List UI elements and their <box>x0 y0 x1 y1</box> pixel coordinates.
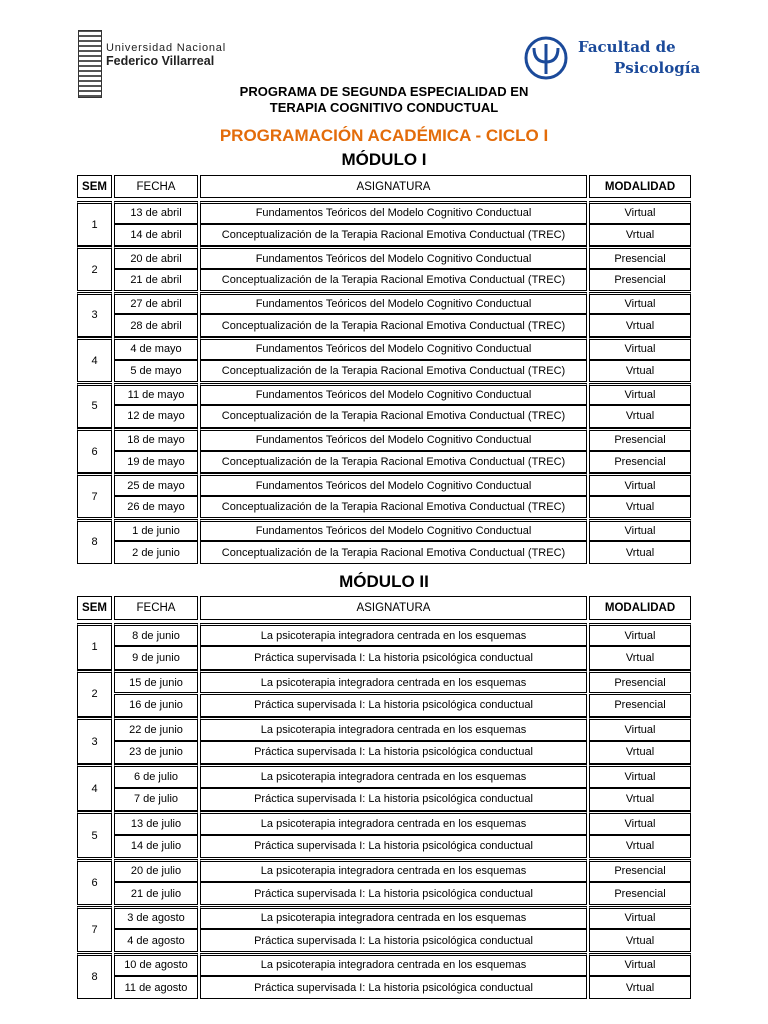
cycle-title: PROGRAMACIÓN ACADÉMICA - CICLO I <box>219 126 549 145</box>
cell-fecha: 13 de abril <box>114 201 198 224</box>
cell-asignatura: Conceptualización de la Terapia Racional Emotiva Conductual (TREC) <box>200 451 587 474</box>
cell-modalidad: Vrtual <box>589 541 691 564</box>
cell-fecha: 13 de julio <box>114 811 198 834</box>
cell-asignatura: Práctica supervisada I: La historia psicológica conductual <box>200 929 587 952</box>
cell-fecha: 4 de mayo <box>114 337 198 360</box>
cell-asignatura: Conceptualización de la Terapia Racional Emotiva Conductual (TREC) <box>200 314 587 337</box>
cell-modalidad: Vrtual <box>589 741 691 764</box>
cell-fecha: 7 de julio <box>114 788 198 811</box>
cell-modalidad: Virtual <box>589 906 691 929</box>
cell-fecha: 8 de junio <box>114 623 198 646</box>
module-title: MÓDULO II <box>339 572 429 591</box>
cell-fecha: 16 de junio <box>114 694 198 717</box>
cell-modalidad: Virtual <box>589 953 691 976</box>
cell-modalidad: Virtual <box>589 473 691 496</box>
cell-asignatura: Práctica supervisada I: La historia psicológica conductual <box>200 741 587 764</box>
column-header-modalidad: MODALIDAD <box>589 596 691 620</box>
cell-fecha: 27 de abril <box>114 292 198 315</box>
psi-emblem-icon <box>524 36 568 80</box>
university-name-line1: Universidad Nacional <box>106 42 226 54</box>
cell-modalidad: Vrtual <box>589 314 691 337</box>
cell-modalidad: Virtual <box>589 717 691 740</box>
cell-modalidad: Vrtual <box>589 788 691 811</box>
cell-fecha: 14 de abril <box>114 224 198 247</box>
cell-modalidad: Vrtual <box>589 360 691 383</box>
column-header-asignatura: ASIGNATURA <box>200 175 587 198</box>
cell-asignatura: La psicoterapia integradora centrada en los esquemas <box>200 859 587 882</box>
cell-modalidad: Presencial <box>589 670 691 693</box>
cell-fecha: 11 de mayo <box>114 383 198 406</box>
cell-fecha: 15 de junio <box>114 670 198 693</box>
faculty-name-line2: Psicología <box>614 59 701 77</box>
cell-asignatura: Práctica supervisada I: La historia psicológica conductual <box>200 788 587 811</box>
week-number: 8 <box>77 519 112 564</box>
cell-asignatura: La psicoterapia integradora centrada en los esquemas <box>200 670 587 693</box>
week-number: 5 <box>77 383 112 428</box>
cell-modalidad: Virtual <box>589 623 691 646</box>
cell-modalidad: Presencial <box>589 451 691 474</box>
column-header-fecha: FECHA <box>114 596 198 620</box>
cell-asignatura: Conceptualización de la Terapia Racional Emotiva Conductual (TREC) <box>200 224 587 247</box>
cell-modalidad: Presencial <box>589 428 691 451</box>
week-number: 6 <box>77 859 112 906</box>
cell-asignatura: La psicoterapia integradora centrada en los esquemas <box>200 717 587 740</box>
cell-fecha: 19 de mayo <box>114 451 198 474</box>
week-number: 8 <box>77 953 112 1000</box>
cell-modalidad: Vrtual <box>589 405 691 428</box>
column-header-sem: SEM <box>77 596 112 620</box>
cell-fecha: 6 de julio <box>114 764 198 787</box>
cell-asignatura: Fundamentos Teóricos del Modelo Cognitivo Conductual <box>200 383 587 406</box>
cell-asignatura: Conceptualización de la Terapia Racional Emotiva Conductual (TREC) <box>200 405 587 428</box>
program-title-line2: TERAPIA COGNITIVO CONDUCTUAL <box>269 100 499 115</box>
cell-modalidad: Vrtual <box>589 929 691 952</box>
university-name-line2: Federico Villarreal <box>106 54 215 68</box>
week-number: 1 <box>77 201 112 246</box>
cell-asignatura: Fundamentos Teóricos del Modelo Cognitivo Conductual <box>200 337 587 360</box>
cell-asignatura: La psicoterapia integradora centrada en los esquemas <box>200 764 587 787</box>
cell-modalidad: Presencial <box>589 269 691 292</box>
cell-fecha: 18 de mayo <box>114 428 198 451</box>
cell-asignatura: Fundamentos Teóricos del Modelo Cognitivo Conductual <box>200 201 587 224</box>
cell-fecha: 21 de abril <box>114 269 198 292</box>
week-number: 6 <box>77 428 112 473</box>
week-number: 7 <box>77 906 112 953</box>
week-number: 1 <box>77 623 112 670</box>
cell-asignatura: Fundamentos Teóricos del Modelo Cognitivo Conductual <box>200 519 587 542</box>
cell-asignatura: Fundamentos Teóricos del Modelo Cognitivo Conductual <box>200 473 587 496</box>
cell-asignatura: Práctica supervisada I: La historia psicológica conductual <box>200 882 587 905</box>
week-number: 4 <box>77 337 112 382</box>
cell-asignatura: Conceptualización de la Terapia Racional Emotiva Conductual (TREC) <box>200 269 587 292</box>
cell-modalidad: Vrtual <box>589 646 691 669</box>
cell-fecha: 5 de mayo <box>114 360 198 383</box>
cell-fecha: 28 de abril <box>114 314 198 337</box>
week-number: 5 <box>77 811 112 858</box>
cell-asignatura: La psicoterapia integradora centrada en los esquemas <box>200 953 587 976</box>
cell-fecha: 9 de junio <box>114 646 198 669</box>
cell-asignatura: La psicoterapia integradora centrada en los esquemas <box>200 811 587 834</box>
week-number: 2 <box>77 246 112 291</box>
cell-modalidad: Virtual <box>589 764 691 787</box>
cell-fecha: 22 de junio <box>114 717 198 740</box>
cell-modalidad: Presencial <box>589 882 691 905</box>
cell-asignatura: Fundamentos Teóricos del Modelo Cognitivo Conductual <box>200 428 587 451</box>
cell-asignatura: Práctica supervisada I: La historia psicológica conductual <box>200 646 587 669</box>
week-number: 2 <box>77 670 112 717</box>
cell-modalidad: Presencial <box>589 246 691 269</box>
cell-fecha: 1 de junio <box>114 519 198 542</box>
cell-fecha: 10 de agosto <box>114 953 198 976</box>
faculty-name-line1: Facultad de <box>578 38 676 56</box>
cell-fecha: 12 de mayo <box>114 405 198 428</box>
cell-asignatura: Práctica supervisada I: La historia psicológica conductual <box>200 976 587 999</box>
cell-fecha: 4 de agosto <box>114 929 198 952</box>
week-number: 4 <box>77 764 112 811</box>
cell-modalidad: Virtual <box>589 519 691 542</box>
cell-asignatura: Práctica supervisada I: La historia psicológica conductual <box>200 835 587 858</box>
cell-asignatura: Conceptualización de la Terapia Racional Emotiva Conductual (TREC) <box>200 360 587 383</box>
cell-modalidad: Virtual <box>589 811 691 834</box>
week-number: 7 <box>77 473 112 518</box>
column-header-fecha: FECHA <box>114 175 198 198</box>
cell-asignatura: La psicoterapia integradora centrada en los esquemas <box>200 623 587 646</box>
cell-modalidad: Virtual <box>589 292 691 315</box>
cell-fecha: 26 de mayo <box>114 496 198 519</box>
cell-fecha: 23 de junio <box>114 741 198 764</box>
cell-modalidad: Vrtual <box>589 224 691 247</box>
cell-asignatura: Conceptualización de la Terapia Racional Emotiva Conductual (TREC) <box>200 541 587 564</box>
module-title: MÓDULO I <box>341 150 427 169</box>
cell-fecha: 11 de agosto <box>114 976 198 999</box>
cell-modalidad: Virtual <box>589 383 691 406</box>
cell-modalidad: Vrtual <box>589 496 691 519</box>
week-number: 3 <box>77 292 112 337</box>
cell-asignatura: La psicoterapia integradora centrada en los esquemas <box>200 906 587 929</box>
cell-asignatura: Fundamentos Teóricos del Modelo Cognitivo Conductual <box>200 246 587 269</box>
cell-modalidad: Vrtual <box>589 976 691 999</box>
column-header-sem: SEM <box>77 175 112 198</box>
cell-asignatura: Práctica supervisada I: La historia psicológica conductual <box>200 694 587 717</box>
cell-asignatura: Conceptualización de la Terapia Racional Emotiva Conductual (TREC) <box>200 496 587 519</box>
cell-modalidad: Virtual <box>589 201 691 224</box>
cell-modalidad: Presencial <box>589 694 691 717</box>
cell-modalidad: Virtual <box>589 337 691 360</box>
cell-fecha: 3 de agosto <box>114 906 198 929</box>
column-header-modalidad: MODALIDAD <box>589 175 691 198</box>
cell-fecha: 14 de julio <box>114 835 198 858</box>
week-number: 3 <box>77 717 112 764</box>
cell-fecha: 21 de julio <box>114 882 198 905</box>
cell-modalidad: Vrtual <box>589 835 691 858</box>
cell-fecha: 20 de julio <box>114 859 198 882</box>
column-header-asignatura: ASIGNATURA <box>200 596 587 620</box>
faculty-logo <box>520 34 700 84</box>
cell-fecha: 25 de mayo <box>114 473 198 496</box>
cell-modalidad: Presencial <box>589 859 691 882</box>
cell-fecha: 2 de junio <box>114 541 198 564</box>
cell-fecha: 20 de abril <box>114 246 198 269</box>
cell-asignatura: Fundamentos Teóricos del Modelo Cognitivo Conductual <box>200 292 587 315</box>
program-title-line1: PROGRAMA DE SEGUNDA ESPECIALIDAD EN <box>239 84 529 99</box>
